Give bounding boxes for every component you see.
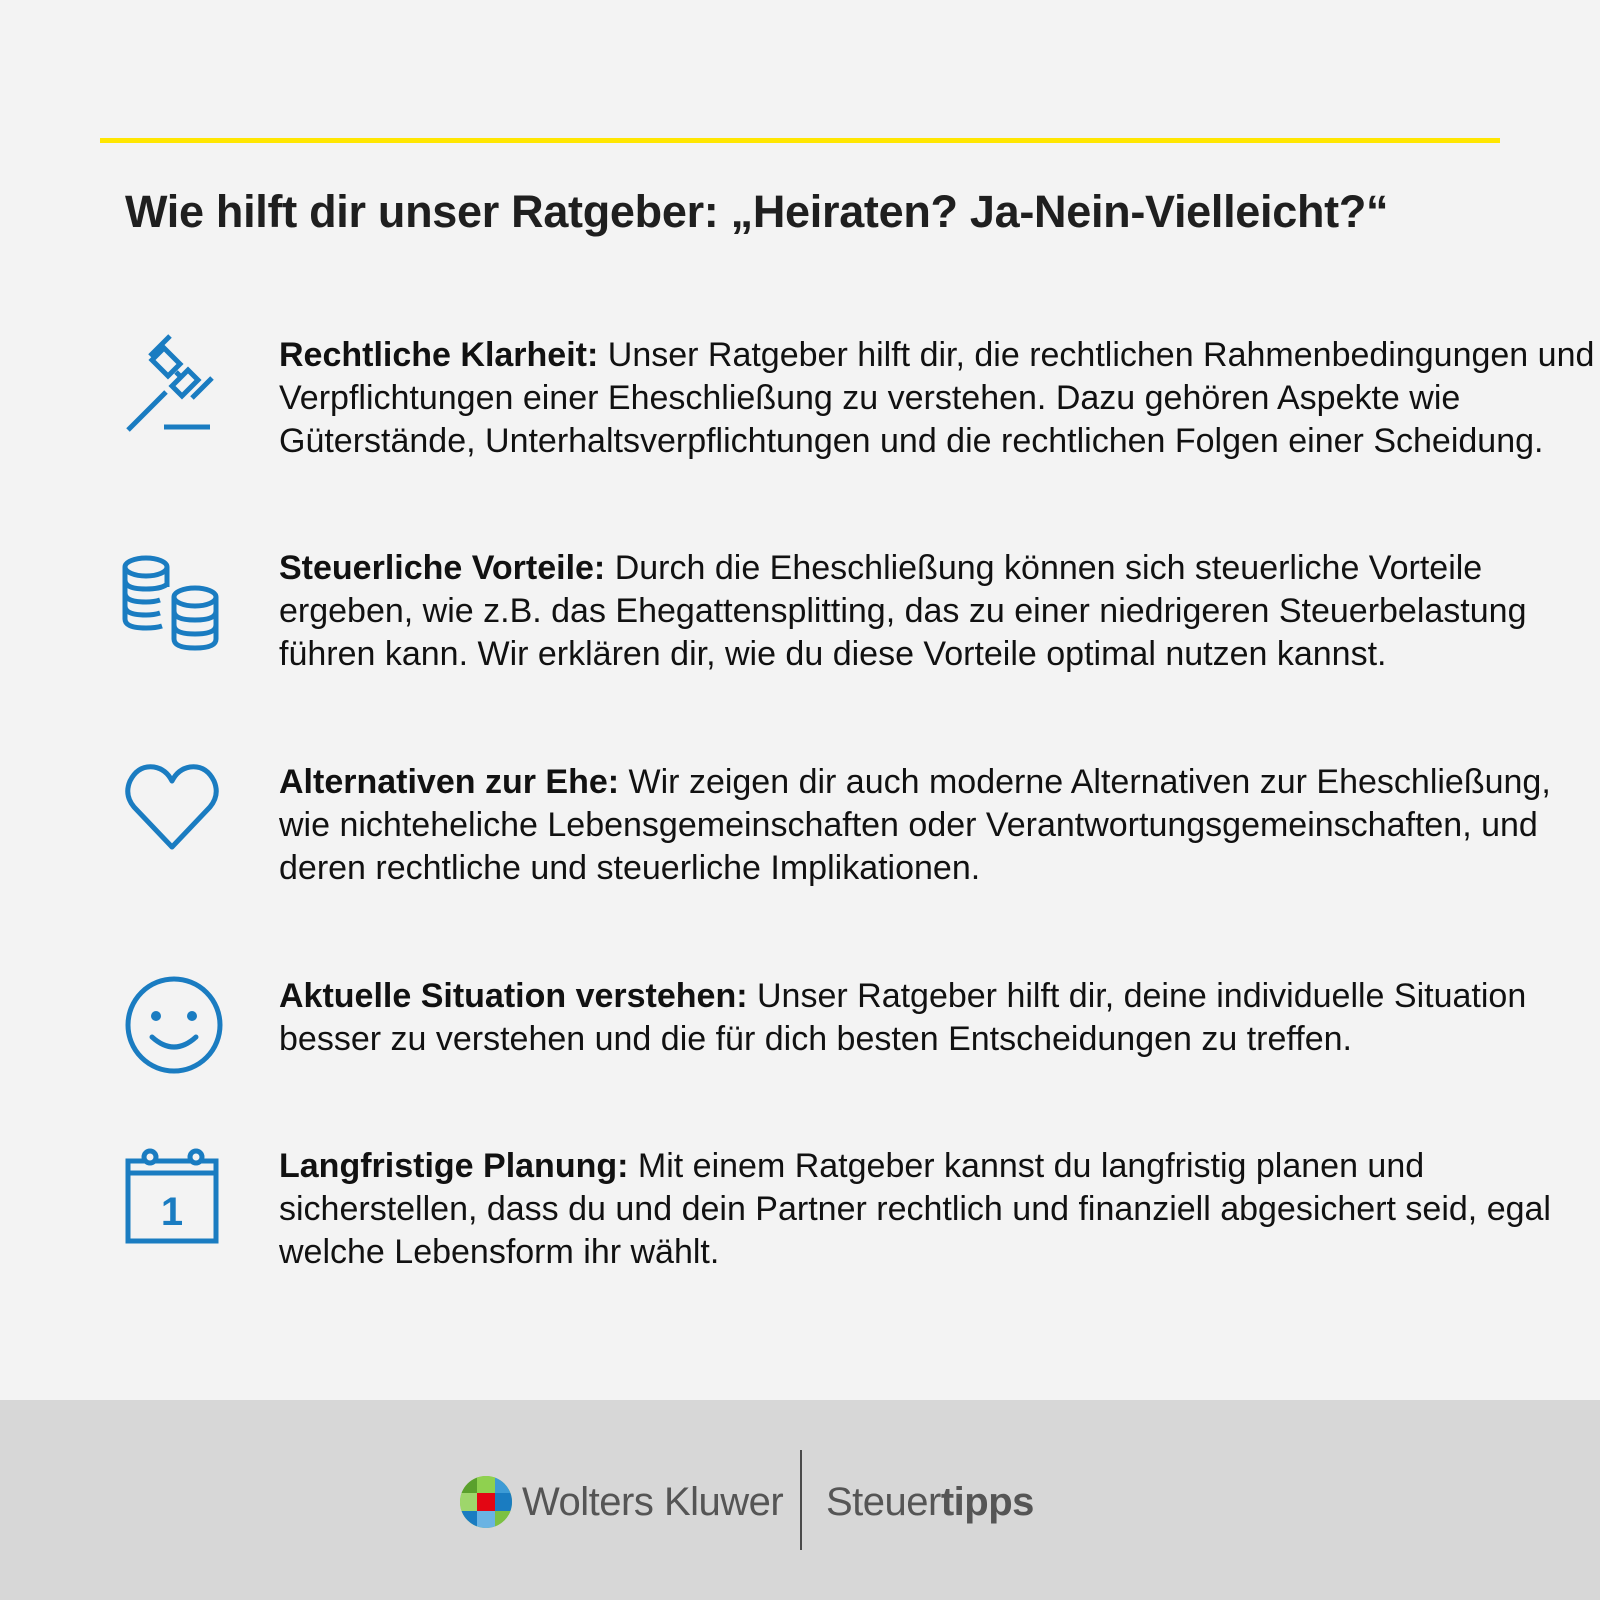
list-item-text bbox=[279, 761, 1599, 890]
heart-icon bbox=[120, 761, 230, 871]
gavel-icon bbox=[120, 334, 230, 444]
wolters-kluwer-logo-icon bbox=[459, 1475, 513, 1529]
smiley-icon bbox=[120, 975, 230, 1085]
list-item-text bbox=[279, 975, 1599, 1061]
footer bbox=[0, 1400, 1600, 1600]
item-heading: Alternativen zur Ehe: bbox=[279, 763, 620, 801]
item-body: Wir zeigen dir auch moderne Alternativen zur Eheschließung, wie nichteheliche Lebensgemeinschaften oder Verantwortungsgemeinschaften, und deren rechtliche und steuerliche Implikationen. bbox=[279, 763, 1551, 887]
item-heading: Rechtliche Klarheit: bbox=[279, 336, 599, 374]
coins-icon bbox=[120, 547, 230, 657]
item-body: Mit einem Ratgeber kannst du langfristig planen und sicherstellen, dass du und dein Partner rechtlich und finanziell abgesichert seid, egal welche Lebensform ihr wählt. bbox=[279, 1147, 1551, 1271]
steuertipps-bold: tipps bbox=[940, 1480, 1034, 1524]
item-heading: Aktuelle Situation verstehen: bbox=[279, 977, 748, 1015]
list-item-text bbox=[279, 334, 1599, 463]
item-body: Unser Ratgeber hilft dir, die rechtlichen Rahmenbedingungen und Verpflichtungen einer Eheschließung zu verstehen. Dazu gehören Aspekte wie Güterstände, Unterhaltsverpflichtungen und die rechtlichen Folgen einer Scheidung. bbox=[279, 336, 1595, 460]
list-item-text bbox=[279, 547, 1599, 676]
calendar-day-label: 1 bbox=[160, 1190, 184, 1234]
page-title: Wie hilft dir unser Ratgeber: „Heiraten? Ja-Nein-Vielleicht?“ bbox=[125, 186, 1389, 237]
calendar-icon bbox=[120, 1145, 230, 1255]
item-heading: Langfristige Planung: bbox=[279, 1147, 629, 1185]
wolters-kluwer-wordmark: Wolters Kluwer bbox=[522, 1480, 784, 1524]
accent-rule bbox=[100, 138, 1500, 143]
item-body: Unser Ratgeber hilft dir, deine individuelle Situation besser zu verstehen und die für dich besten Entscheidungen zu treffen. bbox=[279, 977, 1527, 1058]
steuertipps-wordmark bbox=[826, 1480, 1034, 1525]
list-item-text bbox=[279, 1145, 1599, 1274]
steuertipps-light: Steuer bbox=[826, 1480, 941, 1524]
item-body: Durch die Eheschließung können sich steuerliche Vorteile ergeben, wie z.B. das Ehegattensplitting, das zu einer niedrigeren Steuerbelastung führen kann. Wir erklären dir, wie du diese Vorteile optimal nutzen kannst. bbox=[279, 549, 1527, 673]
item-heading: Steuerliche Vorteile: bbox=[279, 549, 606, 587]
brand-divider bbox=[800, 1450, 802, 1550]
